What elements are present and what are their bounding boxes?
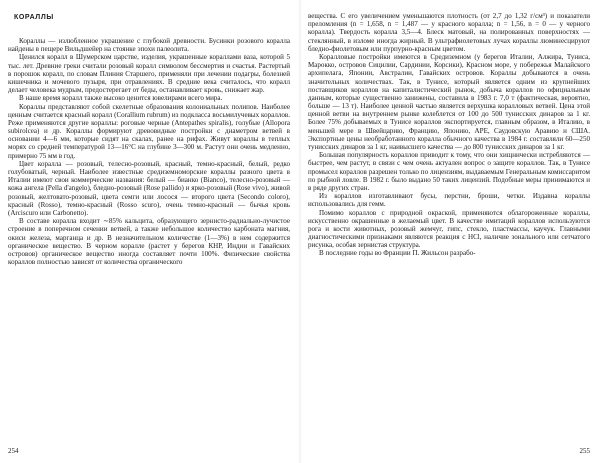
running-head: КОРАЛЛЫ	[14, 14, 54, 21]
paragraph: Помимо кораллов с природной окраской, применяются облагороженные кораллы, искусственно окрашенные в желаемый цвет. В качестве имитаций кораллов используются рога и кости животных, розовый жемчуг, гипс, стекло, пластмассы, каучук. Главными диагностическими признаками являются реакция с HCl, наличие зонального или сетчатого рисунка, особая зернистая структура.	[308, 208, 590, 250]
paragraph: Цвет коралла — розовый, телесно-розовый, красный, темно-красный, белый, редко голубоватый, черный. Наиболее известные средиземноморские кораллы разного цвета в Италии имеют свои коммерческие названия: белый — бианко (Bianco), телесно-розовый — кожа ангела (Pella d'angelo), бледно-розовый (Rose pallido) и ярко-розовый (Rose vivo), живой розовый, желтовато-розовый, цвета семги или лосося — второго цвета (Secondo coloro), красный (Rosso), темно-красный (Rosso scuro), очень темно-красный — бычья кровь (Arciscuro или Carbonetto).	[8, 159, 290, 217]
right-page	[300, 0, 600, 463]
page-number: 255	[579, 447, 590, 455]
paragraph: Коралловые постройки имеются в Средиземном (у берегов Италии, Алжира, Туниса, Марокко, островов Сицилии, Сардинии, Корсики), Красном море, у побережья Малайского архипелага, Японии, Австралии, Гавайских островов. Кораллы добываются в очень значительных количествах. Так, в Тунисе, который является одним из крупнейших поставщиков кораллов на капиталистический рынок, добыча кораллов по официальным данным, которые существенно занижены, составила в 1983 г. 7,0 т (фактическая, вероятно, больше — 13 т). Наиболее ценной частью является верхушка коралловых ветвей. Цена этой ценной ветви на внутреннем рынке колеблется от 100 до 500 тунисских динаров за 1 кг. Более 75% добываемых в Тунисе кораллов экспортируется, главным образом, в Италию, в меньшей мере в Швейцарию, Францию, Японию, АРЕ, Саудовскую Аравию и США. Экспортные цены необработанного коралла обычного качества в 1984 г. составляли 60—250 тунисских динаров за 1 кг, наивысшего качества — до 800 тунисских динаров за 1 кг.	[308, 52, 590, 151]
paragraph: Большая популярность кораллов приводит к тому, что они хищнически истребляются — быстрее, чем растут, в связи с чем очень актуален вопрос о защите кораллов. Так, в Тунисе промысел кораллов разрешен только по лицензиям, выдаваемым Генеральным комиссаритом по рыбной ловле. В 1982 г. было выдано 50 таких лицензий. Подобные меры принимаются и в ряде других стран.	[308, 151, 590, 192]
left-text-column	[8, 37, 290, 266]
page-number: 254	[8, 447, 19, 455]
paragraph: вещества. С его увеличением уменьшаются плотность (от 2,7 до 1,32 г/см³) и показатели преломления (n = 1,658, n = 1,487 — у красного коралла; n = 1,56, n = 0 — у черного коралла). Твердость коралла 3,5—4. Блеск матовый, на полированных поверхностях — стеклянный, в изломе иногда жирный. В ультрафиолетовых лучах кораллы люминесцируют бледно-фиолетовым или пурпурно-красным цветом.	[308, 12, 590, 53]
paragraph: В составе коралла входит ∼85% кальцита, образующего зернисто-радиально-лучистое строение в поперечном сечении ветвей, а также небольшое количество карбоната магния, окиси железа, марганца и др. В незначительном количестве (1—3%) в нем содержится органическое вещество. В черном коралле (растет у берегов КНР, Индии и Гавайских островов) органическое вещество иногда составляет почти 100%. Физические свойства кораллов полностью зависят от количества органического	[8, 217, 290, 267]
paragraph: В последние годы во Франции П. Жильсон разрабо-	[319, 249, 476, 258]
paragraph: В наше время коралл также высоко ценится ювелирами всего мира.	[19, 94, 223, 103]
paragraph: Ценился коралл в Шумерском царстве, изделия, украшенные кораллами ваза, которой 5 тыс. лет. Древние греки считали розовый коралл символом бессмертия и счастья. Растертый в порошок коралл, по словам Плиния Старшего, применяли при лечении подагры, болезней кишечника и мочевого пузыря, при отравлениях. В средние века считалось, что коралл делает человека мудрым, предостерегает от беды, останавливает кровь, снижает жар.	[8, 53, 290, 95]
paragraph: Кораллы — излюбленное украшение с глубокой древности. Бусинки розового коралла найдены в пещере Вильдшейер на стоянке эпохи палеолита.	[8, 37, 290, 54]
right-text-column	[308, 12, 590, 258]
paragraph: Из кораллов изготавливают бусы, перстни, броши, четки. Издавна кораллы использовались для гемм.	[308, 192, 590, 209]
paragraph: Кораллы представляют собой скелетные образования колониальных полипов. Наиболее ценным считается красный коралл (Corallium rubrum) из подкласса восьмилучевых кораллов. Реже применяются другие кораллы: роговые черные (Antepathes spiralis), голубые (Allopora subirolcea) и др. Кораллы формируют древовидные постройки с диаметром ветвей в основании 4—6 мм, которые сидят на скалах, ранее на рифах. Живут кораллы в теплых морях со средней температурой 13—16°С на глубине 3—300 м. Растут они очень медленно, примерно 75 мм в год.	[8, 102, 290, 160]
